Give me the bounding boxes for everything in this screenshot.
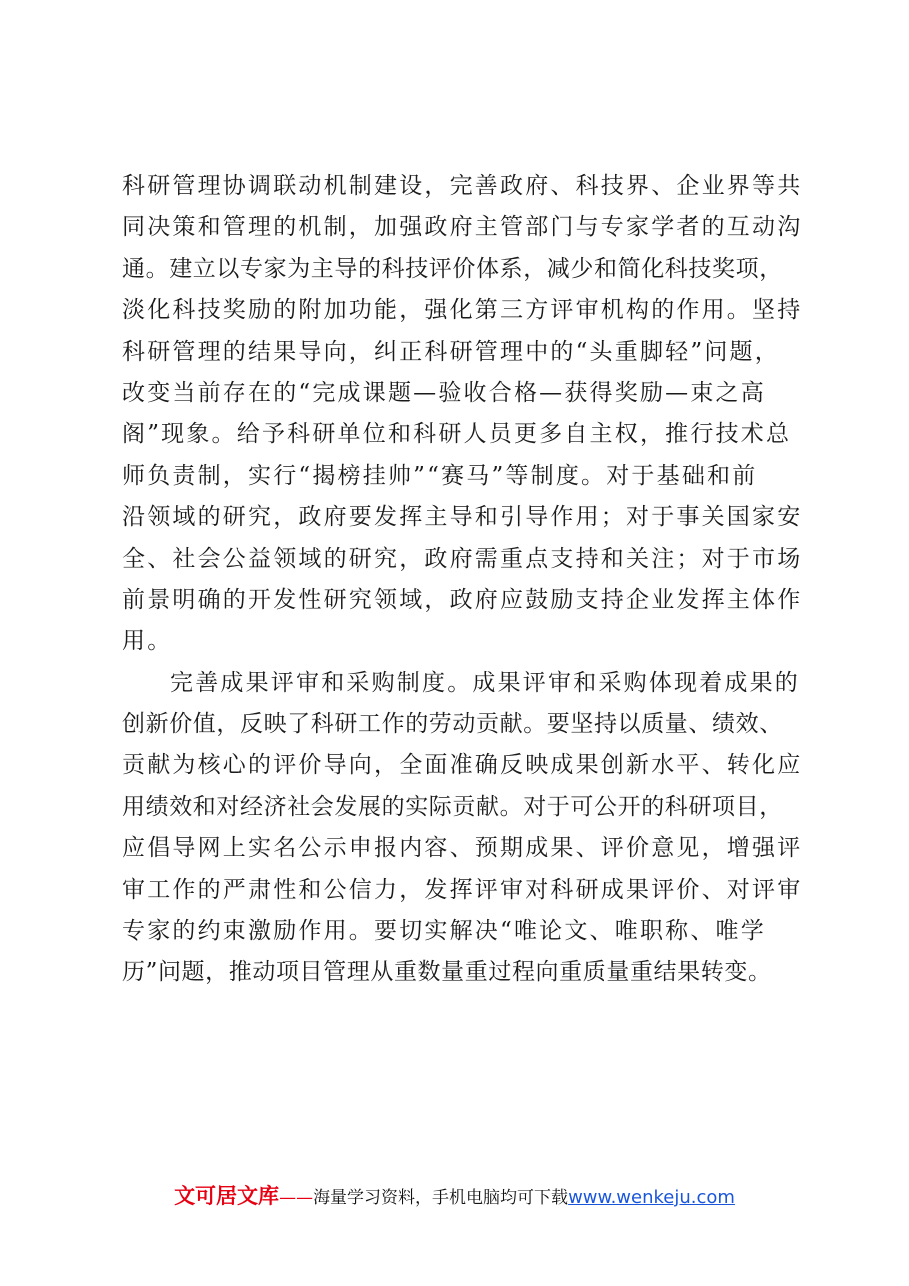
footer-website-link[interactable]: www.wenkeju.com xyxy=(568,1187,735,1208)
text-line: 审工作的严肃性和公信力，发挥评审对科研成果评价、对评审 xyxy=(122,876,803,903)
text-line: 专家的约束激励作用。要切实解决“唯论文、唯职称、唯学 xyxy=(122,918,766,945)
text-line: 历”问题，推动项目管理从重数量重过程向重质量重结果转变。 xyxy=(122,959,772,986)
text-line: 同决策和管理的机制，加强政府主管部门与专家学者的互动沟 xyxy=(122,214,803,241)
text-line: 淡化科技奖励的附加功能，强化第三方评审机构的作用。坚持 xyxy=(122,297,803,324)
footer-dash: —— xyxy=(279,1188,314,1208)
footer-brand: 文可居文库 xyxy=(174,1184,280,1208)
text-line: 贡献为核心的评价导向，全面准确反映成果创新水平、转化应 xyxy=(122,752,803,779)
text-line: 通。建立以专家为主导的科技评价体系，减少和简化科技奖项， xyxy=(122,255,783,282)
text-line: 全、社会公益领域的研究，政府需重点支持和关注；对于市场 xyxy=(122,545,803,572)
text-line: 用。 xyxy=(122,628,173,655)
paragraph-start-line: 完善成果评审和采购制度。成果评审和采购体现着成果的 xyxy=(170,669,800,696)
text-line: 创新价值，反映了科研工作的劳动贡献。要坚持以质量、绩效、 xyxy=(122,711,783,738)
footer-watermark xyxy=(0,1180,909,1210)
text-line: 应倡导网上实名公示申报内容、预期成果、评价意见，增强评 xyxy=(122,835,803,862)
text-line: 阁”现象。给予科研单位和科研人员更多自主权，推行技术总 xyxy=(122,421,792,448)
text-line: 改变当前存在的“完成课题—验收合格—获得奖励—束之高 xyxy=(122,379,766,406)
text-line: 科研管理协调联动机制建设，完善政府、科技界、企业界等共 xyxy=(122,173,803,199)
text-line: 师负责制，实行“揭榜挂帅”“赛马”等制度。对于基础和前 xyxy=(122,462,758,489)
text-line: 科研管理的结果导向，纠正科研管理中的“头重脚轻”问题， xyxy=(122,338,780,365)
body-text xyxy=(122,166,822,994)
footer-tagline: 海量学习资料，手机电脑均可下载 xyxy=(313,1188,569,1208)
text-line: 沿领域的研究，政府要发挥主导和引导作用；对于事关国家安 xyxy=(122,504,803,531)
text-line: 前景明确的开发性研究领域，政府应鼓励支持企业发挥主体作 xyxy=(122,586,803,613)
text-line: 用绩效和对经济社会发展的实际贡献。对于可公开的科研项目， xyxy=(122,793,783,820)
